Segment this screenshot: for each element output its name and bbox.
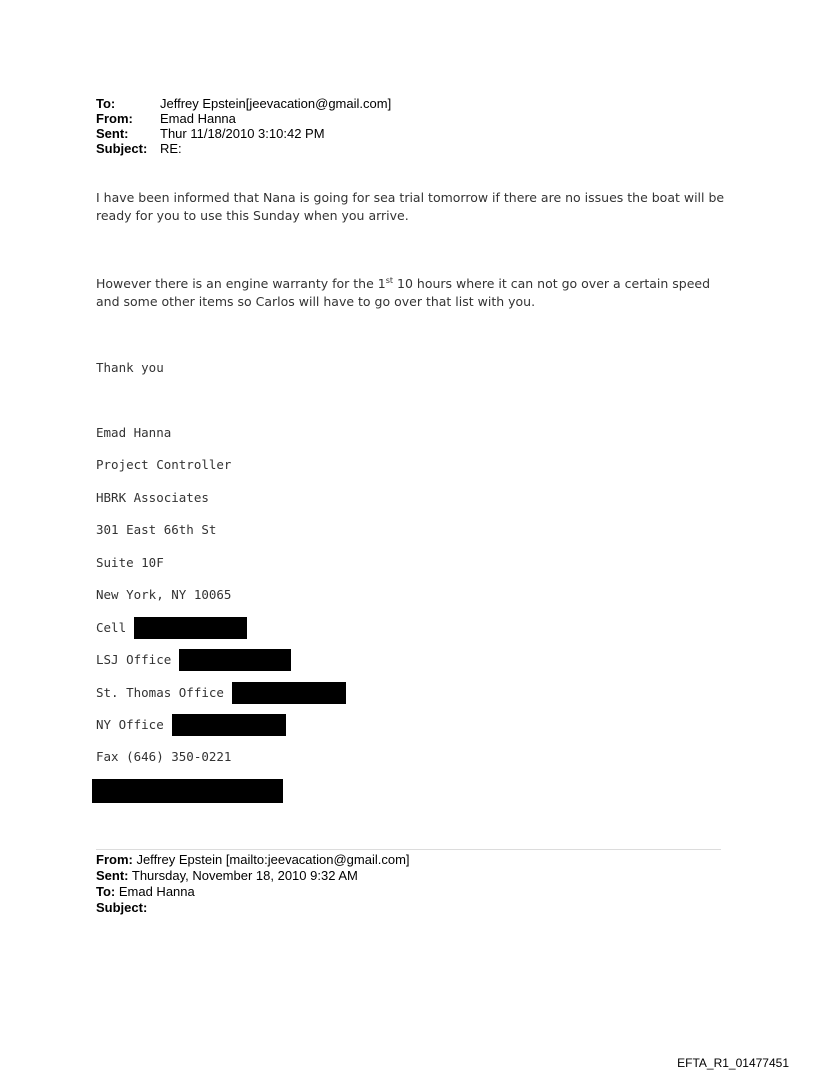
quoted-from-row — [96, 852, 410, 868]
lsj-office-label: LSJ Office — [96, 652, 172, 667]
body-paragraph-1: I have been informed that Nana is going for sea trial tomorrow if there are no issues the boat will be ready for you to use this Sunday when you arrive. — [96, 190, 725, 223]
quoted-from-label: From: — [96, 852, 133, 867]
quoted-to-row — [96, 884, 410, 900]
redaction-box — [134, 617, 247, 639]
sent-label: Sent: — [96, 126, 129, 141]
to-label: To: — [96, 96, 116, 111]
redaction-box — [179, 649, 291, 671]
email-header — [96, 96, 391, 156]
signature-title: Project Controller — [96, 457, 232, 472]
signature-st-thomas-row — [96, 682, 346, 704]
quoted-divider — [96, 849, 721, 850]
signature-address-1: 301 East 66th St — [96, 522, 217, 537]
header-sent-row — [96, 126, 391, 141]
st-thomas-office-label: St. Thomas Office — [96, 685, 224, 700]
para2-superscript: st — [385, 275, 394, 285]
subject-value: RE: — [160, 141, 182, 156]
subject-label: Subject: — [96, 141, 148, 156]
quoted-sent-value: Thursday, November 18, 2010 9:32 AM — [128, 868, 358, 883]
signature-ny-row — [96, 714, 286, 736]
quoted-subject-label: Subject: — [96, 900, 148, 915]
quoted-subject-row — [96, 900, 410, 916]
signature-address-2: Suite 10F — [96, 555, 164, 570]
signature-city: New York, NY 10065 — [96, 587, 232, 602]
redaction-box — [92, 779, 283, 803]
quoted-header — [96, 852, 410, 916]
signature-name: Emad Hanna — [96, 425, 172, 440]
signature-fax: Fax (646) 350-0221 — [96, 749, 232, 764]
para2-after: 10 hours where it can not go over a certain speed and some other items so Carlos will have to go over that list with you. — [96, 276, 711, 309]
thank-you-line: Thank you — [96, 360, 164, 375]
quoted-to-label: To: — [96, 884, 116, 899]
from-label: From: — [96, 111, 133, 126]
header-to-row — [96, 96, 391, 111]
to-value: Jeffrey Epstein[jeevacation@gmail.com] — [160, 96, 392, 111]
ny-office-label: NY Office — [96, 717, 164, 732]
header-subject-row — [96, 141, 391, 156]
header-from-row — [96, 111, 391, 126]
signature-cell-row — [96, 617, 247, 639]
redaction-box — [232, 682, 346, 704]
signature-company: HBRK Associates — [96, 490, 209, 505]
cell-label: Cell — [96, 620, 127, 635]
quoted-to-value: Emad Hanna — [115, 884, 195, 899]
sent-value: Thur 11/18/2010 3:10:42 PM — [160, 126, 325, 141]
signature-lsj-row — [96, 649, 291, 671]
quoted-sent-label: Sent: — [96, 868, 129, 883]
document-id: EFTA_R1_01477451 — [677, 1056, 789, 1070]
from-value: Emad Hanna — [160, 111, 236, 126]
quoted-from-value: Jeffrey Epstein [mailto:jeevacation@gmail.com] — [132, 852, 410, 867]
para2-before: However there is an engine warranty for the 1 — [96, 276, 386, 291]
quoted-sent-row — [96, 868, 410, 884]
body-paragraph-2 — [96, 275, 736, 311]
redaction-box — [172, 714, 286, 736]
